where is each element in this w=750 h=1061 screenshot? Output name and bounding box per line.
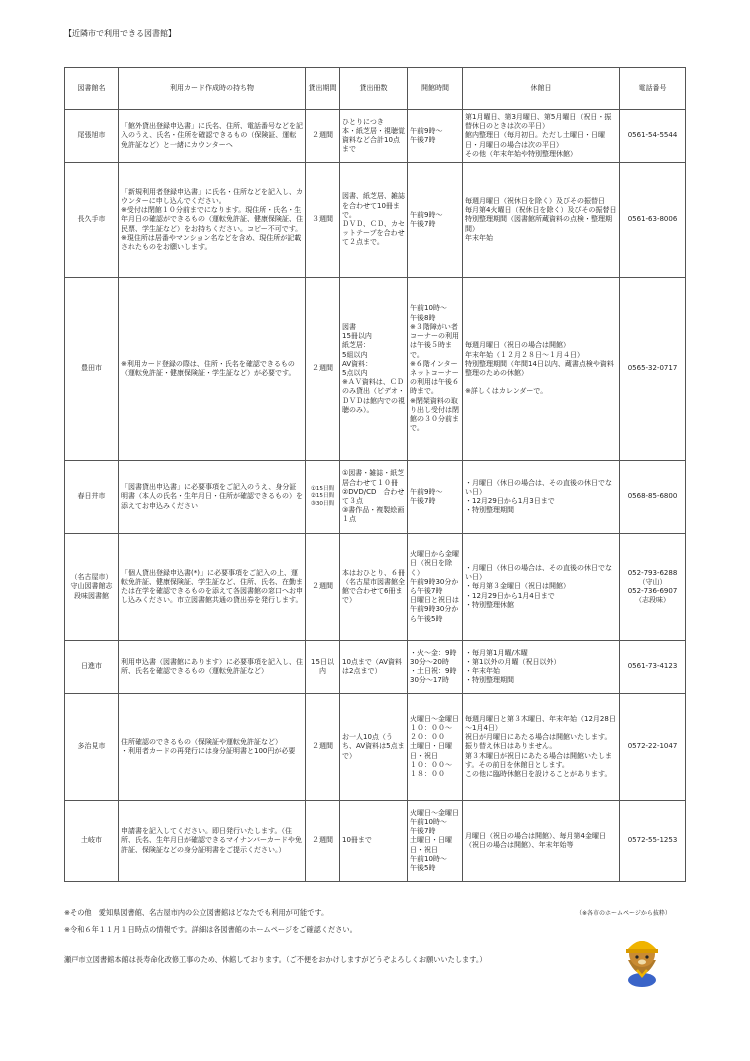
loan-count-line: ②DVD/CD 合わせて３点	[342, 487, 405, 505]
header-card-items: 利用カード作成時の持ち物	[119, 68, 306, 110]
loan-count-line: ※ＡＶ資料は、ＣＤのみ貸出（ビデオ・ＤＶＤは館内での視聴のみ）。	[342, 378, 405, 414]
table-row	[65, 801, 686, 882]
opening-hours	[408, 278, 463, 461]
header-loan-period: 貸出期間	[306, 68, 340, 110]
loan-period	[306, 278, 340, 461]
loan-period	[306, 534, 340, 641]
library-name-line: 日進市	[81, 662, 102, 671]
loan-count-line: 5点以内	[342, 369, 368, 377]
opening-hours-line: 午後7時	[410, 827, 436, 836]
loan-count-line: 10点まで（AV資料は2点まで）	[342, 657, 403, 675]
opening-hours-line: ※閉架資料の取り出し受付は閉館の３０分前まで。	[410, 396, 459, 433]
table-row	[65, 694, 686, 801]
library-name-line: （名古屋市）	[70, 573, 113, 582]
closed-days-line: 特別整理期間（年間14日以内、蔵書点検や資料整理のための休館）	[465, 359, 614, 377]
opening-hours-line: ※６階インターネットコーナーの利用は午後６時まで。	[410, 359, 459, 396]
table-row	[65, 110, 686, 163]
opening-hours	[408, 801, 463, 882]
opening-hours-line: ２０：００	[410, 733, 445, 742]
phone-number-line: 052-793-6288	[627, 568, 678, 577]
library-name	[65, 278, 119, 461]
closed-days-line: 特別整理期間（図書館所蔵資料の点検・整理期間）	[465, 215, 612, 233]
loan-period-line: ２週間	[312, 742, 333, 751]
footnote-date: ※令和６年１１月１日時点の情報です。詳細は各図書館のホームページをご確認ください。	[64, 925, 357, 934]
opening-hours	[408, 163, 463, 278]
phone-number	[620, 163, 686, 278]
library-name	[65, 534, 119, 641]
loan-period	[306, 163, 340, 278]
header-hours: 開館時間	[408, 68, 463, 110]
opening-hours	[408, 534, 463, 641]
library-name-line: 守山図書館志	[70, 582, 113, 591]
card-requirements-line: ・利用者カードの再発行には身分証明書と100円が必要	[121, 747, 296, 755]
closed-days-line: 毎週月曜日（祝日の場合は開館）	[465, 341, 570, 350]
header-library-name: 図書館名	[65, 68, 119, 110]
closed-days	[463, 110, 620, 163]
page-title: 【近隣市で利用できる図書館】	[64, 29, 176, 38]
loan-count-line: ＤＶＤ、ＣＤ、カセットテープを合わせて２点まで。	[342, 220, 405, 247]
opening-hours-line: 午後5時	[410, 864, 436, 873]
loan-count-line: AV資料：	[342, 359, 373, 368]
loan-count-line: お一人10点（うち、AV資料は5点まで）	[342, 733, 405, 760]
loan-count-line: 本はおひとり、６冊	[342, 568, 405, 577]
library-name	[65, 641, 119, 694]
card-requirements-line: 「個人貸出登録申込書(*)」に必要事項をご記入の上、運転免許証、健康保険証、学生証など、住所、氏名、在勤または在学を確認できるものを添えて各図書館の窓口へお申し込みください。市立図書館共通の貸出券を発行します。	[121, 568, 303, 605]
opening-hours-line: 土曜日・日曜日・祝日	[410, 742, 452, 760]
opening-hours-line: 午前9時～	[410, 487, 443, 496]
header-closed-days: 休館日	[463, 68, 620, 110]
loan-period-line: ③30日間	[310, 500, 335, 507]
card-requirements	[119, 534, 306, 641]
opening-hours-line: 午後7時	[410, 497, 436, 505]
table-row	[65, 278, 686, 461]
closed-days-line: 年末年始（１２月２８日～１月４日）	[465, 350, 584, 359]
card-requirements	[119, 461, 306, 534]
table-row	[65, 163, 686, 278]
loan-period-line: ①15日間	[310, 485, 335, 492]
footnote-other-libraries: ※その他 愛知県図書館、名古屋市内の公立図書館はどなたでも利用が可能です。	[64, 908, 329, 917]
closed-days-line: ・毎月第３金曜日（祝日は開館）	[465, 582, 570, 591]
loan-period-line: ２週間	[312, 364, 333, 373]
closed-days	[463, 641, 620, 694]
closed-days	[463, 534, 620, 641]
loan-count-line: ひとりにつき	[342, 117, 384, 126]
loan-count	[340, 641, 408, 694]
card-requirements-line: 「図書貸出申込書」に必要事項をご記入のうえ、身分証明書（本人の氏名・生年月日・住所が確認できるもの）を添えてお申込みください	[121, 483, 303, 510]
phone-number-line: 0561-54-5544	[627, 131, 678, 140]
card-requirements	[119, 801, 306, 882]
opening-hours-line: 火曜日～金曜日	[410, 714, 459, 723]
phone-number	[620, 534, 686, 641]
opening-hours-line: 午前9時30分から午後7時	[410, 577, 459, 595]
closed-days-line: 第1月曜日、第3月曜日、第5月曜日（祝日・振替休日のときは次の平日）	[465, 112, 612, 131]
library-name	[65, 461, 119, 534]
loan-count-line: 15冊以内	[342, 332, 372, 341]
library-name-line: 土岐市	[81, 836, 102, 845]
phone-number-line: 0568-85-6800	[627, 492, 678, 501]
closed-days-line: ・月曜日（休日の場合は、その直後の休日でない日）	[465, 478, 612, 496]
card-requirements-line: 住所確認のできるもの（保険証や運転免許証など）	[121, 737, 282, 746]
opening-hours-line: １０：００～	[410, 760, 452, 769]
loan-count	[340, 163, 408, 278]
loan-count	[340, 694, 408, 801]
library-name-line: 長久手市	[77, 215, 106, 224]
closed-days-line: 祝日が月曜日にあたる場合は開館いたします。振り替え休日はありません。	[465, 733, 612, 751]
opening-hours	[408, 641, 463, 694]
opening-hours-line: 午後8時	[410, 313, 436, 322]
opening-hours	[408, 110, 463, 163]
table-row	[65, 461, 686, 534]
card-requirements-line: ※利用カード登録の際は、住所・氏名を確認できるもの（運転免許証・健康保険証・学生証など）が必要です。	[121, 359, 296, 377]
card-requirements-line: 「館外貸出登録申込書」に氏名、住所、電話番号などを記入のうえ、氏名・住所を確認できるもの（保険証、運転免許証など）と一緒にカウンターへ	[121, 122, 303, 149]
library-name-line: 段味図書館	[74, 591, 109, 600]
loan-count-line: ③書作品・複製絵画１点	[342, 506, 405, 524]
phone-number-line: 0572-55-1253	[627, 836, 678, 845]
phone-number-line: （守山）	[638, 577, 667, 586]
footnote-source: （※各市のホームページから抜粋）	[576, 910, 671, 917]
mascot-illustration	[618, 930, 666, 988]
opening-hours-line: 午前10時～	[410, 304, 447, 313]
closed-days-line: ・12月29日から1月4日まで	[465, 591, 555, 600]
card-requirements	[119, 278, 306, 461]
phone-number-line: 0561-73-4123	[627, 662, 678, 671]
opening-hours-line: 午後7時	[410, 220, 436, 228]
closed-days-line: 毎月第4火曜日（祝休日を除く）及びその振替日	[465, 206, 617, 215]
closed-days	[463, 694, 620, 801]
card-requirements	[119, 163, 306, 278]
card-requirements-line: ※受付は閉館１０分前までになります。現住所・氏名・生年月日の確認ができるもの（運転免許証、健康保険証、住民票、学生証など）をお持ちください。コピー不可です。	[121, 206, 303, 233]
loan-count-line: ①図書・雑誌・紙芝居合わせて１０冊	[342, 469, 405, 487]
loan-count	[340, 461, 408, 534]
phone-number	[620, 278, 686, 461]
closed-days-line: ・月曜日（休日の場合は、その直後の休日でない日）	[465, 563, 612, 582]
opening-hours-line: 午前10時～	[410, 817, 447, 826]
table-row	[65, 641, 686, 694]
closed-days-line: ・12月29日から1月3日まで	[465, 497, 555, 505]
header-loan-count: 貸出冊数	[340, 68, 408, 110]
opening-hours-line: 土曜日・日曜日・祝日	[410, 836, 452, 854]
closed-days-line: ・特別整理休館	[465, 600, 514, 609]
opening-hours-line: 日曜日と祝日は午前9時30分から午後5時	[410, 596, 459, 623]
opening-hours-line: 午前10時～	[410, 854, 447, 863]
card-requirements	[119, 110, 306, 163]
library-name-line: 多治見市	[77, 742, 106, 751]
loan-count-line: （名古屋市図書館全館で合わせて6冊まで）	[342, 577, 405, 605]
opening-hours-line: ・火～金：9時30分～20時	[410, 648, 457, 666]
closed-days-line: ・第1以外の月曜（祝日以外）	[465, 657, 561, 666]
loan-period	[306, 461, 340, 534]
card-requirements-line: 「新規利用者登録申込書」に氏名・住所などを記入し、カウンターに申し込んでください。	[121, 187, 303, 205]
closed-days-line: 毎週月曜日（祝休日を除く）及びその振替日	[465, 196, 605, 205]
closed-days-line: 毎週月曜日と第３木曜日、年末年始（12月28日～1月4日）	[465, 714, 616, 732]
opening-hours-line: 火曜日～金曜日	[410, 808, 459, 817]
closed-days-line: その他（年末年始や特別整理休館）	[465, 149, 577, 158]
library-name-line: 尾張旭市	[77, 131, 106, 140]
loan-count-line: 本・紙芝居・視聴覚資料など合計10点まで	[342, 126, 405, 154]
closed-days-line: この他に臨時休館日を設けることがあります。	[465, 770, 612, 779]
library-table	[64, 67, 686, 882]
loan-period-line: ２週間	[312, 582, 333, 591]
loan-count	[340, 801, 408, 882]
table-row	[65, 534, 686, 641]
card-requirements	[119, 641, 306, 694]
loan-period	[306, 641, 340, 694]
closed-days-line: ・年末年始	[465, 667, 500, 675]
phone-number-line: 0565-32-0717	[627, 364, 678, 373]
opening-hours-line: １８：００	[410, 770, 445, 779]
loan-period	[306, 110, 340, 163]
opening-hours-line: １０：００～	[410, 723, 452, 732]
loan-period	[306, 801, 340, 882]
header-phone: 電話番号	[620, 68, 686, 110]
closed-days-line: 館内整理日（毎月初日。ただし土曜日・日曜日・月曜日の場合は次の平日）	[465, 131, 605, 149]
phone-number	[620, 641, 686, 694]
loan-period-line: ３週間	[312, 215, 333, 224]
library-name-line: 豊田市	[81, 364, 102, 373]
phone-number	[620, 694, 686, 801]
phone-number-line: 0561-63-8006	[627, 215, 678, 224]
closed-days	[463, 163, 620, 278]
closed-days-line: 第３木曜日が祝日にあたる場合は開館いたします。その前日を休館日とします。	[465, 751, 612, 769]
card-requirements	[119, 694, 306, 801]
closed-days	[463, 801, 620, 882]
opening-hours-line: 午前9時～	[410, 126, 443, 135]
opening-hours	[408, 461, 463, 534]
loan-period-line: ②15日間	[310, 493, 335, 500]
library-name	[65, 110, 119, 163]
opening-hours-line: ・土日祝：9時30分～17時	[410, 667, 457, 685]
card-requirements-line: 利用申込書（図書館にあります）に必要事項を記入し、住所、氏名を確認できるもの（運転免許証など）	[121, 657, 303, 675]
library-name	[65, 801, 119, 882]
loan-period-line: 15日以内	[311, 657, 334, 675]
card-requirements-line: 申請書を記入してください。即日発行いたします。（住所、氏名、生年月日が確認できるマイナンバーカードや免許証、保険証などの身分証明書をご提示ください。）	[121, 827, 302, 854]
phone-number	[620, 110, 686, 163]
loan-count-line: 図書	[342, 322, 356, 331]
phone-number-line: （志段味）	[635, 596, 670, 605]
opening-hours-line: ※３階障がい者コーナーの利用は午後５時まで。	[410, 322, 459, 359]
loan-count-line: 図書、紙芝居、雑誌を合わせて10冊まで。	[342, 192, 405, 219]
closed-days-line: ・特別整理期間	[465, 506, 514, 515]
closed-days	[463, 461, 620, 534]
loan-count	[340, 110, 408, 163]
opening-hours-line: 午後7時	[410, 136, 436, 144]
closure-notice: 瀬戸市立図書館本館は長寿命化改修工事のため、休館しております。（ご不便をおかけしますがどうぞよろしくお願いいたします。）	[64, 955, 487, 964]
closed-days-line: ・毎月第1月曜/木曜	[465, 648, 528, 657]
phone-number	[620, 801, 686, 882]
loan-period-line: ２週間	[312, 836, 333, 845]
library-name-line: 春日井市	[77, 492, 106, 501]
phone-number-line: 0572-22-1047	[627, 742, 678, 751]
phone-number-line: 052-736-6907	[627, 587, 678, 595]
closed-days-line: 年末年始	[465, 233, 493, 242]
card-requirements-line: ※現住所は居番やマンション名などを含め、現住所が記載されたものをお願いします。	[121, 233, 302, 252]
closed-days-line: ※詳しくはカレンダーで。	[465, 387, 548, 396]
loan-period	[306, 694, 340, 801]
loan-count-line: 紙芝居：	[342, 341, 370, 350]
loan-count-line: 10冊まで	[342, 836, 372, 845]
loan-count-line: 5組以内	[342, 350, 368, 359]
library-name	[65, 163, 119, 278]
closed-days-line: ・特別整理期間	[465, 676, 514, 685]
opening-hours-line: 午前9時～	[410, 210, 443, 219]
closed-days	[463, 278, 620, 461]
opening-hours-line: 火曜日から金曜日（祝日を除く）	[410, 550, 459, 577]
library-name	[65, 694, 119, 801]
loan-count	[340, 534, 408, 641]
table-header-row	[65, 68, 686, 110]
loan-count	[340, 278, 408, 461]
opening-hours	[408, 694, 463, 801]
closed-days-line: 月曜日（祝日の場合は開館）、毎月第4金曜日（祝日の場合は開館）、年末年始等	[465, 831, 606, 849]
phone-number	[620, 461, 686, 534]
loan-period-line: ２週間	[312, 131, 333, 140]
